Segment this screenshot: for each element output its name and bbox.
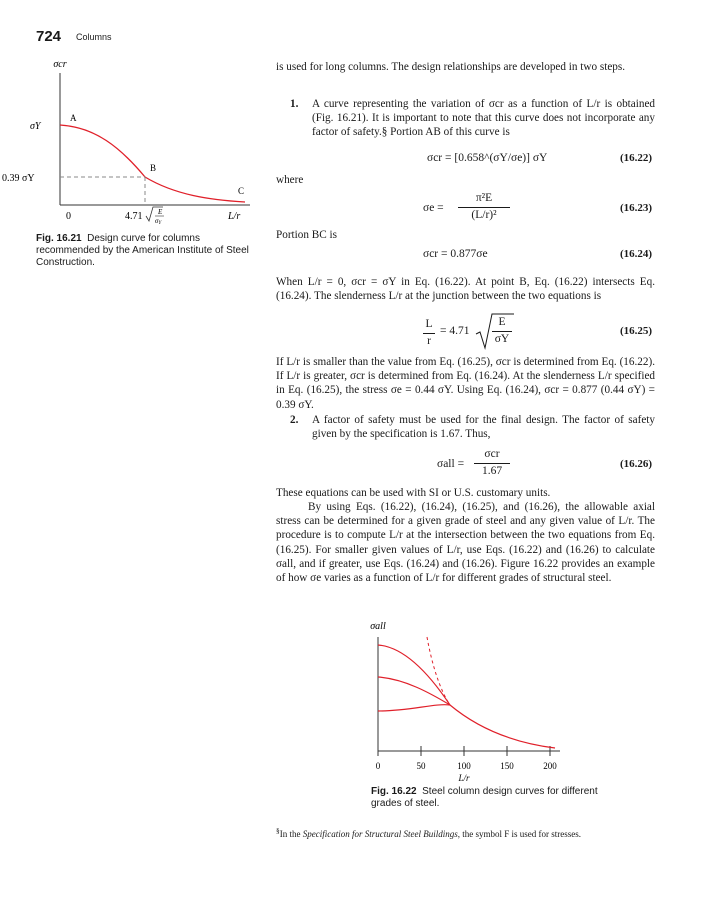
x-axis-label: L/r: [228, 211, 241, 222]
sigma-y-label: σY: [30, 121, 41, 132]
equation-16-25-l: L: [425, 318, 433, 330]
equation-16-25-lhs-bar: [423, 333, 435, 334]
equation-16-26-lhs: σall =: [437, 458, 465, 470]
y-axis-label: σcr: [53, 59, 67, 70]
equation-16-26-numerator: σcr: [484, 448, 500, 460]
y-axis-label: σall: [370, 621, 386, 632]
point-c-label: C: [238, 186, 245, 196]
equation-16-26-number: (16.26): [620, 458, 653, 470]
running-head: Columns: [76, 32, 112, 42]
equation-16-25-sigma-y: σY: [494, 333, 510, 345]
equation-16-26-fraction-bar: [474, 463, 510, 464]
equation-16-24: σcr = 0.877σe: [423, 248, 488, 260]
item-2-number: 2.: [290, 414, 299, 426]
paragraph-3: If L/r is smaller than the value from Eq. (16.25), σcr is determined from Eq. (16.22). If L/r is greater, σcr is determined from Eq. (16.24). At the slenderness L/r specified in Eq. (16.25), the stress σe = 0.44 σY. Using Eq. (16.24), σcr = 0.877 (0.44 σY) = 0.39 σY.: [276, 356, 655, 411]
root-sigma-y: σY: [155, 217, 162, 226]
item-1-number: 1.: [290, 98, 299, 110]
item-2-text: A factor of safety must be used for the final design. The factor of safety given by the specification is 1.67. Thus,: [312, 414, 655, 441]
grade-curve-high: [378, 645, 555, 748]
equation-16-23-number: (16.23): [620, 202, 653, 214]
equation-16-23-denominator: (L/r)²: [471, 209, 497, 221]
euler-curve-dashed: [427, 637, 450, 705]
level-label: 0.39 σY: [2, 173, 35, 184]
footnote: §In the Specification for Structural Steel Buildings, the symbol F is used for stresses.: [276, 826, 581, 839]
origin-label: 0: [66, 211, 71, 222]
where-label: where: [276, 174, 304, 186]
portion-bc-label: Portion BC is: [276, 229, 337, 241]
item-1-text: A curve representing the variation of σcr as a function of L/r is obtained (Fig. 16.21). It is important to note that this curve does not incorporate any factor of safety.§ Portion AB of this curve is: [312, 98, 655, 139]
equation-16-23-numerator: π²E: [475, 192, 493, 204]
point-a-label: A: [70, 113, 77, 123]
equation-16-24-number: (16.24): [620, 248, 653, 260]
x-tick-label: 100: [457, 761, 471, 771]
grade-curve-mid: [378, 677, 450, 705]
point-b-label: B: [150, 163, 157, 173]
equation-16-23-fraction-bar: [458, 207, 510, 208]
figure-16-22-caption: Fig. 16.22 Steel column design curves for different grades of steel.: [371, 786, 598, 809]
x-tick-label: 200: [543, 761, 557, 771]
figure-16-21: [0, 55, 250, 230]
root-e: E: [158, 208, 163, 216]
paragraph-5: By using Eqs. (16.22), (16.24), (16.25), and (16.26), the allowable axial stress can be determined for a given grade of steel and any given value of L/r. The procedure is to compute L/r at the intersection between the two equations from Eq. (16.25). For smaller given values of L/r, use Eqs. (16.22) and (16.26) to calculate σall, and if greater, use Eqs. (16.24) and (16.26). Figure 16.22 provides an example of how σe varies as a function of L/r for different grades of structural steel.: [276, 501, 655, 585]
equation-16-22-number: (16.22): [620, 152, 653, 164]
paragraph-2: When L/r = 0, σcr = σY in Eq. (16.22). At point B, Eq. (16.22) intersects Eq. (16.24). The slenderness L/r at the junction between the two equations is: [276, 276, 655, 303]
x-mark-label: 4.71: [125, 211, 143, 222]
x-axis-label: L/r: [458, 773, 470, 783]
equation-16-25-number: (16.25): [620, 325, 653, 337]
figure-16-21-caption: Fig. 16.21 Design curve for columns recommended by the American Institute of Steel Construction.: [36, 233, 249, 268]
equation-16-26-denominator: 1.67: [481, 465, 503, 477]
paragraph-4: These equations can be used with SI or U.S. customary units.: [276, 487, 551, 499]
equation-16-22: σcr = [0.658^(σY/σe)] σY: [427, 152, 548, 164]
x-tick-label: 0: [375, 761, 381, 771]
page-number: 724: [36, 28, 62, 45]
x-tick-label: 50: [416, 761, 426, 771]
equation-16-25-r: r: [427, 335, 431, 347]
grade-curve-low: [378, 705, 450, 711]
equation-16-25-root-bar: [492, 331, 512, 332]
equation-16-25-coefficient: = 4.71: [440, 325, 470, 337]
intro-paragraph: is used for long columns. The design relationships are developed in two steps.: [276, 61, 626, 73]
equation-16-23-lhs: σe =: [423, 202, 444, 214]
equation-16-25-e: E: [498, 316, 506, 328]
x-tick-label: 150: [500, 761, 514, 771]
figure-16-22: [350, 615, 580, 785]
